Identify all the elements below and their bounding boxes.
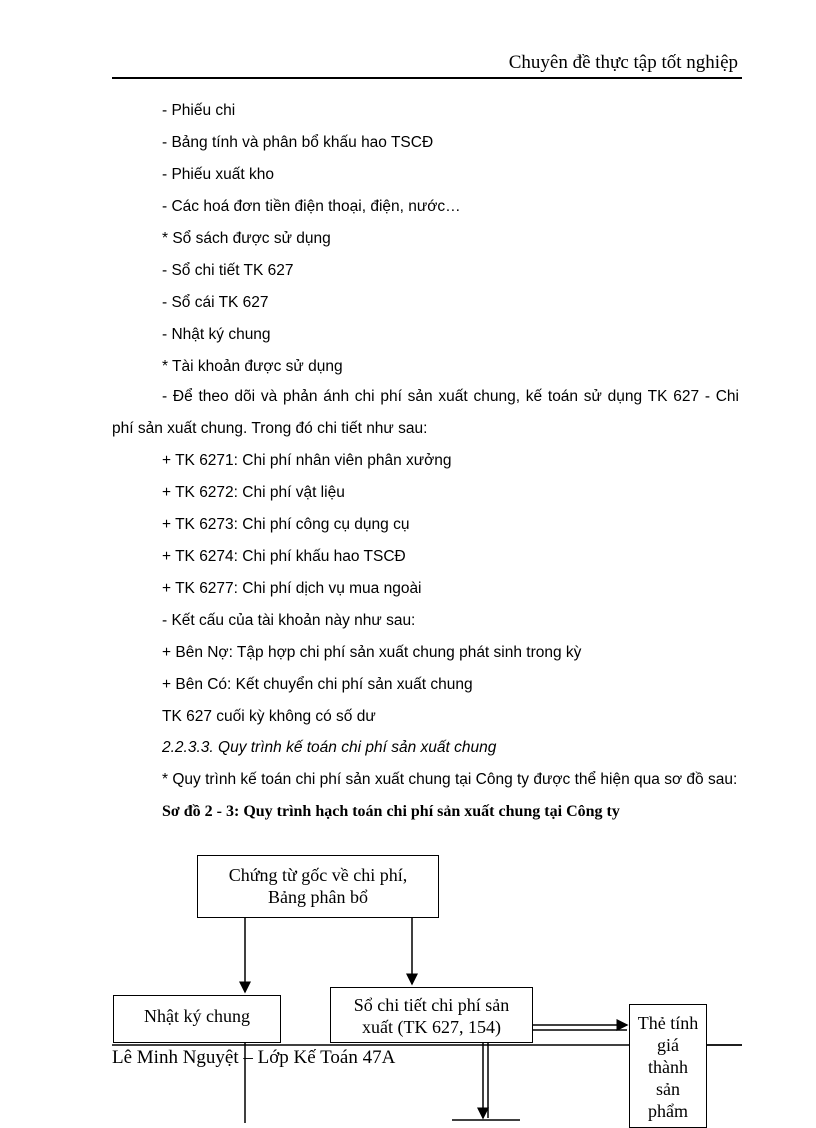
box-cost-card — [629, 1004, 707, 1128]
box-source-documents — [197, 855, 439, 918]
box-detail-line-2: xuất (TK 627, 154) — [362, 1017, 501, 1037]
diagram-caption: Sơ đồ 2 - 3: Quy trình hạch toán chi phí sản xuất chung tại Công ty — [162, 803, 620, 820]
section-heading: 2.2.3.3. Quy trình kế toán chi phí sản xuất chung — [162, 739, 497, 756]
box-source-line-2: Bảng phân bổ — [268, 887, 368, 907]
box-detail-ledger — [330, 987, 533, 1043]
text-line: - Bảng tính và phân bổ khấu hao TSCĐ — [162, 134, 434, 151]
page-header-title: Chuyên đề thực tập tốt nghiệp — [508, 52, 738, 73]
text-line: - Sổ cái TK 627 — [162, 294, 269, 311]
text-line: - Để theo dõi và phản ánh chi phí sản xuất chung, kế toán sử dụng TK 627 - Chi — [162, 388, 739, 405]
text-line: phí sản xuất chung. Trong đó chi tiết như sau: — [112, 420, 428, 437]
text-line: + TK 6272: Chi phí vật liệu — [162, 484, 345, 501]
text-line: + TK 6271: Chi phí nhân viên phân xưởng — [162, 452, 452, 469]
text-line: - Kết cấu của tài khoản này như sau: — [162, 612, 416, 629]
text-line: * Quy trình kế toán chi phí sản xuất chung tại Công ty được thể hiện qua sơ đồ sau: — [162, 771, 738, 788]
text-line: - Phiếu chi — [162, 102, 236, 119]
text-line: * Sổ sách được sử dụng — [162, 230, 331, 247]
text-line: - Các hoá đơn tiền điện thoại, điện, nước… — [162, 198, 461, 215]
box-journal-label: Nhật ký chung — [144, 1006, 250, 1026]
box-costcard-line-1: Thẻ tính — [637, 1013, 699, 1033]
page-footer: Lê Minh Nguyệt – Lớp Kế Toán 47A — [112, 1047, 396, 1068]
box-costcard-line-2: giá — [657, 1035, 679, 1055]
text-line: - Phiếu xuất kho — [162, 166, 275, 183]
text-line: + TK 6274: Chi phí khấu hao TSCĐ — [162, 548, 406, 565]
box-source-line-1: Chứng từ gốc về chi phí, — [228, 865, 408, 885]
box-general-journal — [113, 995, 281, 1043]
text-line: + TK 6273: Chi phí công cụ dụng cụ — [162, 516, 410, 533]
box-costcard-line-4: sản — [656, 1079, 680, 1099]
box-costcard-line-3: thành — [648, 1057, 688, 1077]
box-costcard-line-5: phẩm — [648, 1101, 688, 1121]
text-line: TK 627 cuối kỳ không có số dư — [162, 708, 376, 725]
text-line: - Nhật ký chung — [162, 326, 271, 343]
text-line: + Bên Nợ: Tập hợp chi phí sản xuất chung phát sinh trong kỳ — [162, 644, 582, 661]
box-detail-line-1: Sổ chi tiết chi phí sản — [353, 995, 510, 1015]
text-line: - Sổ chi tiết TK 627 — [162, 262, 294, 279]
text-line: + TK 6277: Chi phí dịch vụ mua ngoài — [162, 580, 422, 597]
text-line: * Tài khoản được sử dụng — [162, 358, 343, 375]
text-line: + Bên Có: Kết chuyển chi phí sản xuất chung — [162, 676, 473, 693]
